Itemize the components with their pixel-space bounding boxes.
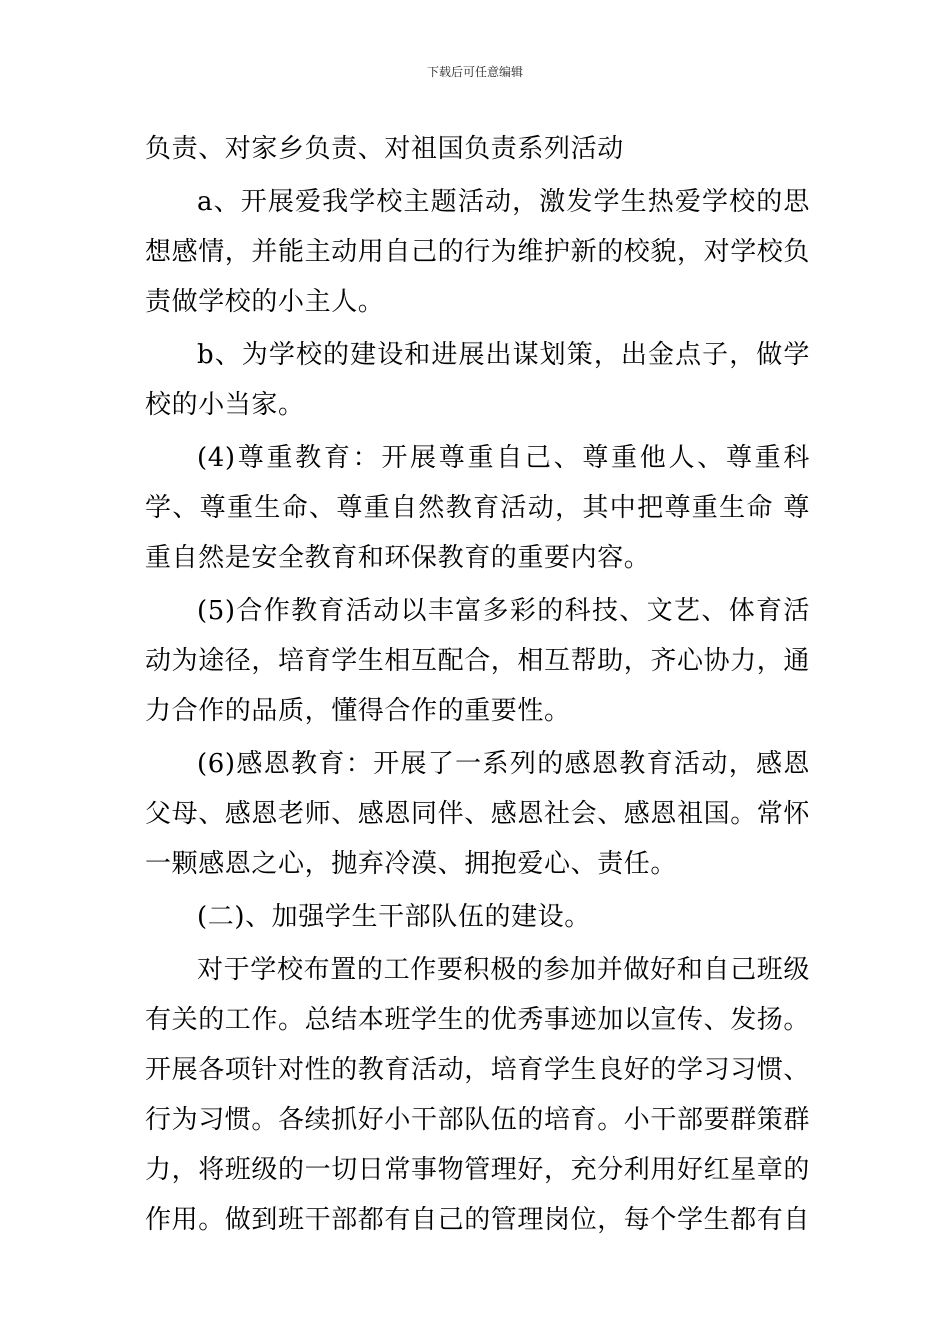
paragraph: 负责、对家乡负责、对祖国负责系列活动 — [145, 134, 624, 164]
paragraph: (4)尊重教育：开展尊重自己、尊重他人、尊重科学、尊重生命、尊重自然教育活动，其中把尊重生命 尊重自然是安全教育和环保教育的重要内容。 — [145, 443, 810, 573]
document-body — [145, 124, 810, 1248]
paragraph: 对于学校布置的工作要积极的参加并做好和自己班级有关的工作。总结本班学生的优秀事迹加以宣传、发扬。开展各项针对性的教育活动，培育学生良好的学习习惯、行为习惯。各续抓好小干部队伍的培育。小干部要群策群力，将班级的一切日常事物管理好，充分利用好红星章的作用。做到班干部都有自己的管理岗位，每个学生都有自 — [145, 955, 811, 1235]
paragraph: b、为学校的建设和进展出谋划策，出金点子，做学校的小当家。 — [145, 340, 810, 420]
section-heading: (二)、加强学生干部队伍的建设。 — [197, 902, 591, 932]
paragraph: a、开展爱我学校主题活动，激发学生热爱学校的思想感情，并能主动用自己的行为维护新的校貌，对学校负责做学校的小主人。 — [145, 187, 811, 317]
paragraph: (6)感恩教育：开展了一系列的感恩教育活动，感恩父母、感恩老师、感恩同伴、感恩社会、感恩祖国。常怀一颗感恩之心，抛弃冷漠、拥抱爱心、责任。 — [145, 749, 811, 879]
paragraph: (5)合作教育活动以丰富多彩的科技、文艺、体育活动为途径，培育学生相互配合，相互帮助，齐心协力，通力合作的品质，懂得合作的重要性。 — [145, 596, 811, 726]
page-header: 下载后可任意编辑 — [426, 65, 523, 79]
